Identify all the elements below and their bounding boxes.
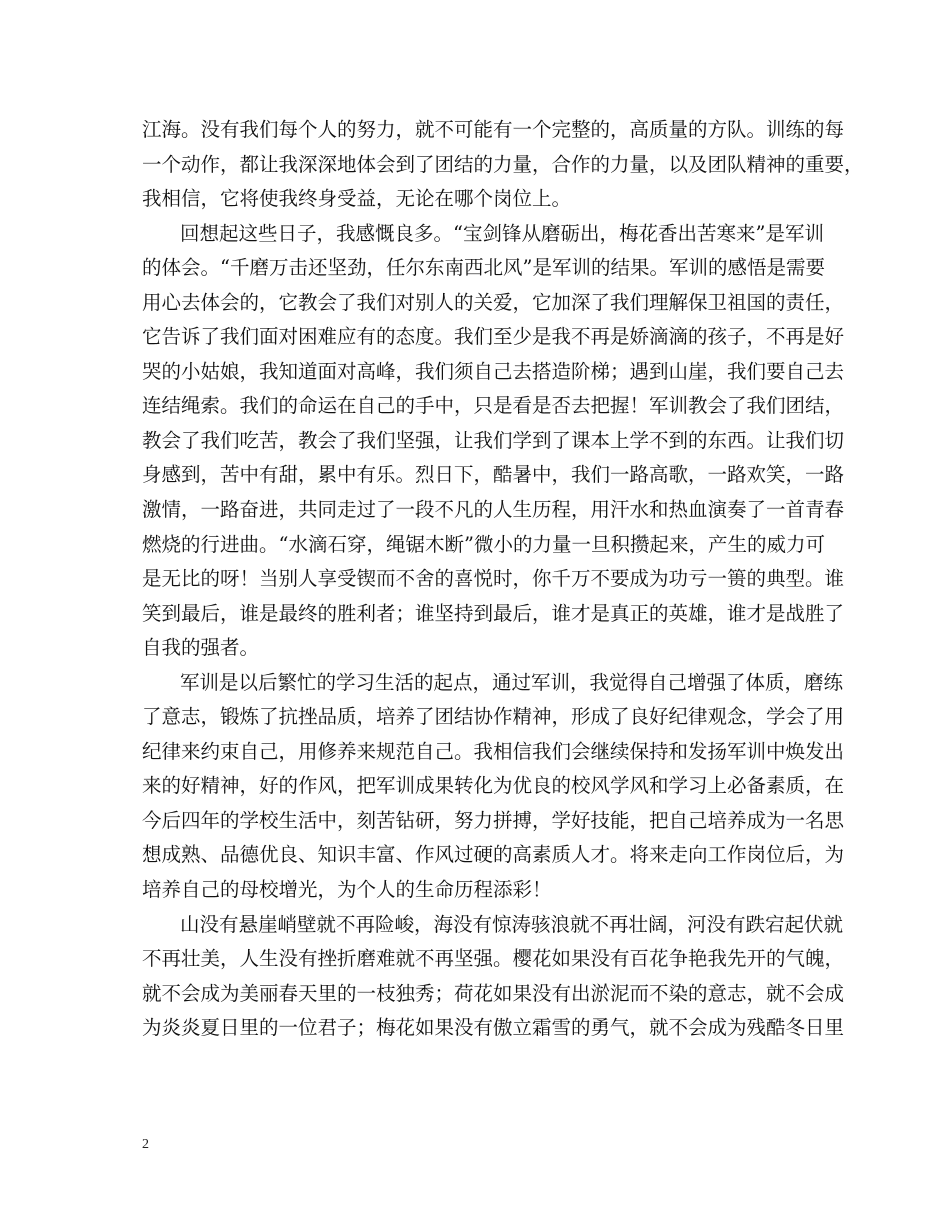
text-line: 就不会成为美丽春天里的一枝独秀；荷花如果没有出淤泥而不染的意志，就不会成 xyxy=(142,981,845,1005)
text-line: 我相信，它将使我终身受益，无论在哪个岗位上。 xyxy=(142,187,572,211)
text-line: 来的好精神，好的作风，把军训成果转化为优良的校风学风和学习上必备素质，在 xyxy=(142,774,845,798)
body-text xyxy=(142,113,864,1046)
text-line: 纪律来约束自己，用修养来规范自己。我相信我们会继续保持和发扬军训中焕发出 xyxy=(142,739,845,763)
text-line: 身感到，苦中有甜，累中有乐。烈日下，酷暑中，我们一路高歌，一路欢笑，一路 xyxy=(142,463,845,487)
text-line: 回想起这些日子，我感慨良多。“宝剑锋从磨砺出，梅花香出苦寒来”是军训 xyxy=(180,221,824,245)
text-line: 江海。没有我们每个人的努力，就不可能有一个完整的，高质量的方队。训练的每 xyxy=(142,118,845,141)
text-line: 是无比的呀！当别人享受锲而不舍的喜悦时，你千万不要成为功亏一篑的典型。谁 xyxy=(142,567,845,591)
text-line: 山没有悬崖峭壁就不再险峻，海没有惊涛骇浪就不再壮阔，河没有跌宕起伏就 xyxy=(180,912,844,936)
text-line: 它告诉了我们面对困难应有的态度。我们至少是我不再是娇滴滴的孩子，不再是好 xyxy=(142,325,845,349)
text-line: 想成熟、品德优良、知识丰富、作风过硬的高素质人才。将来走向工作岗位后，为 xyxy=(142,843,845,867)
text-line: 一个动作，都让我深深地体会到了团结的力量，合作的力量，以及团队精神的重要， xyxy=(142,152,864,176)
text-line: 军训是以后繁忙的学习生活的起点，通过军训，我觉得自己增强了体质，磨练 xyxy=(180,670,844,694)
text-line: 自我的强者。 xyxy=(142,636,260,660)
text-line: 为炎炎夏日里的一位君子；梅花如果没有傲立霜雪的勇气，就不会成为残酷冬日里 xyxy=(142,1016,845,1040)
text-line: 哭的小姑娘，我知道面对高峰，我们须自己去搭造阶梯；遇到山崖，我们要自己去 xyxy=(142,359,845,383)
text-line: 教会了我们吃苦，教会了我们坚强，让我们学到了课本上学不到的东西。让我们切 xyxy=(142,428,845,452)
text-line: 的体会。“千磨万击还坚劲，任尔东南西北风”是军训的结果。军训的感悟是需要 xyxy=(142,256,825,280)
text-line: 用心去体会的，它教会了我们对别人的关爱，它加深了我们理解保卫祖国的责任， xyxy=(142,290,845,314)
text-line: 燃烧的行进曲。“水滴石穿，绳锯木断”微小的力量一旦积攒起来，产生的威力可 xyxy=(142,532,825,556)
text-line: 不再壮美，人生没有挫折磨难就不再坚强。樱花如果没有百花争艳我先开的气魄， xyxy=(142,947,845,971)
page-number: 2 xyxy=(142,1137,149,1152)
text-line: 了意志，锻炼了抗挫品质，培养了团结协作精神，形成了良好纪律观念，学会了用 xyxy=(142,705,845,729)
text-line: 笑到最后，谁是最终的胜利者；谁坚持到最后，谁才是真正的英雄，谁才是战胜了 xyxy=(142,601,845,625)
text-line: 培养自己的母校增光，为个人的生命历程添彩！ xyxy=(142,878,552,902)
text-line: 今后四年的学校生活中，刻苦钻研，努力拼搏，学好技能，把自己培养成为一名思 xyxy=(142,808,845,832)
text-line: 激情，一路奋进，共同走过了一段不凡的人生历程，用汗水和热血演奏了一首青春 xyxy=(142,498,845,522)
text-line: 连结绳索。我们的命运在自己的手中，只是看是否去把握！军训教会了我们团结， xyxy=(142,394,845,418)
